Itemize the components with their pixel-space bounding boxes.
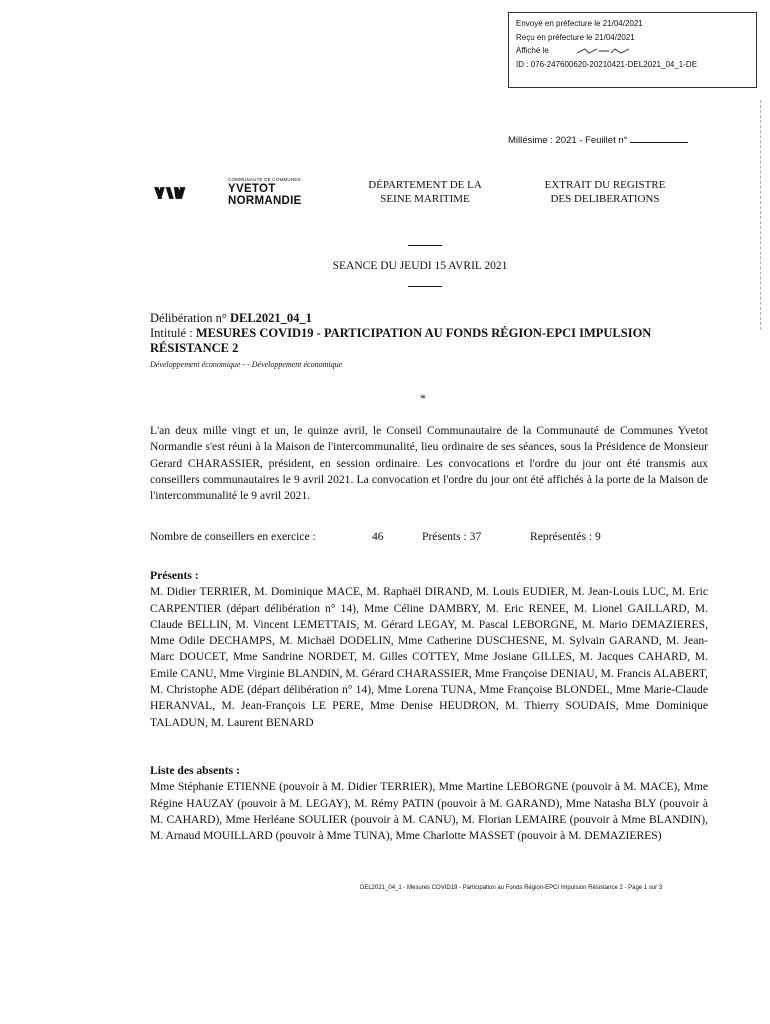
- seance-rule-bottom: [408, 286, 442, 287]
- prefecture-stamp: [508, 12, 757, 88]
- stamp-affiche-label: Affiché le: [516, 46, 549, 55]
- logo-line1: YVETOT: [228, 183, 276, 195]
- extrait-line2: DES DELIBERATIONS: [550, 193, 660, 205]
- millesime-label: Millésime : 2021 - Feuillet n°: [508, 135, 628, 146]
- logo-small-text: COMMUNAUTÉ DE COMMUNES: [228, 177, 301, 182]
- departement-line2: SEINE MARITIME: [380, 193, 470, 205]
- departement-header: [340, 178, 510, 206]
- intitule-line: [150, 326, 710, 356]
- presents-list: M. Didier TERRIER, M. Dominique MACE, M. Raphaël DIRAND, M. Louis EUDIER, M. Jean-Louis LUC, M. Eric CARPENTIER (départ délibération n° 14), Mme Céline DAMBRY, M. Eric RENEE, M. Lionel GAILLARD, M. Claude BELLIN, M. Vincent LEMETTAIS, M. Gérard LEGAY, M. Pascal LEBORGNE, M. Mario DEMAZIERES, Mme Odile DECHAMPS, M. Michaël DODELIN, Mme Catherine DUSCHESNE, M. Sylvain GARAND, M. Jean-Marc DOUCET, Mme Sandrine NORDET, M. Gilles COTTEY, Mme Josiane GILLES, M. Jacques CAHARD, M. Emile CANU, Mme Virginie BLANDIN, M. Gérard CHARASSIER, Mme Françoise DENIAU, M. Francis ALABERT, M. Christophe ADE (départ délibération n° 14), Mme Lorena TUNA, Mme Françoise BLONDEL, Mme Marie-Claude HERANVAL, M. Jean-François LE PERE, Mme Denise HEUDRON, M. Thierry SOUDAIS, Mme Dominique TALADUN, M. Laurent BENARD: [150, 585, 708, 729]
- extrait-line1: EXTRAIT DU REGISTRE: [544, 179, 666, 191]
- stamp-affiche: [516, 44, 756, 58]
- logo-line2: NORMANDIE: [228, 194, 302, 207]
- separator-star: *: [420, 391, 426, 405]
- deliberation-number-line: [150, 311, 710, 326]
- absents-title: Liste des absents :: [150, 764, 240, 777]
- seance-rule-top: [408, 245, 442, 246]
- deliberation-label: Délibération n°: [150, 311, 230, 325]
- absents-list: Mme Stéphanie ETIENNE (pouvoir à M. Didier TERRIER), Mme Martine LEBORGNE (pouvoir à M. MACE), Mme Régine HAUZAY (pouvoir à M. LEGAY), M. Rémy PATIN (pouvoir à M. GARAND), Mme Natasha BLY (pouvoir à M. CAHARD), Mme Herléane SOULIER (pouvoir à M. CANU), M. Florian LEMAIRE (pouvoir à Mme BLANDIN), M. Arnaud MOUILLARD (pouvoir à Mme TUNA), Mme Charlotte MASSET (pouvoir à M. DEMAZIERES): [150, 780, 708, 843]
- preambule-paragraph: L'an deux mille vingt et un, le quinze avril, le Conseil Communautaire de la Communauté de Communes Yvetot Normandie s'est réuni à la Maison de l'intercommunalité, lieu ordinaire de ses séances, sous la Présidence de Monsieur Gerard CHARASSIER, président, en session ordinaire. Les convocations et l'ordre du jour ont été transmis aux conseillers communautaires le 9 avril 2021. La convocation et l'ordre du jour ont été affichés à la porte de la Maison de l'intercommunalité le 9 avril 2021.: [150, 424, 708, 503]
- stamp-recu: Reçu en préfecture le 21/04/2021: [516, 32, 635, 42]
- yvetot-logo-icon: [154, 178, 226, 208]
- departement-line1: DÉPARTEMENT DE LA: [368, 179, 482, 191]
- extrait-header: [520, 178, 690, 206]
- logo-name: [228, 184, 302, 207]
- exercice-value: 46: [372, 530, 384, 543]
- presents-section: [150, 568, 708, 731]
- feuillet-blank: [630, 133, 688, 143]
- stamp-envoye: Envoyé en préfecture le 21/04/2021: [516, 19, 643, 28]
- presents-count: Présents : 37: [422, 530, 482, 543]
- stamp-signature-icon: [575, 47, 635, 55]
- intitule-text: MESURES COVID19 - PARTICIPATION AU FONDS RÉGION-EPCI IMPULSION RÉSISTANCE 2: [150, 326, 652, 355]
- deliberation-heading: [150, 311, 710, 356]
- millesime: [508, 133, 688, 146]
- page-footer: DEL2021_04_1 - Mesures COVID19 - Participation au Fonds Région-EPCI Impulsion Résistance 2 - Page 1 sur 3: [360, 885, 663, 891]
- presents-title: Présents :: [150, 569, 199, 582]
- representes-count: Représentés : 9: [530, 530, 601, 543]
- intitule-label: Intitulé :: [150, 326, 196, 340]
- exercice-label: Nombre de conseillers en exercice :: [150, 530, 316, 543]
- deliberation-number: DEL2021_04_1: [229, 311, 312, 325]
- deliberation-domaine: Développement économique - - Développement économique: [150, 360, 343, 369]
- absents-section: [150, 763, 708, 844]
- margin-marks: [760, 100, 763, 330]
- seance-title: SEANCE DU JEUDI 15 AVRIL 2021: [332, 260, 508, 272]
- stamp-id: ID : 076-247600620-20210421-DEL2021_04_1-DE: [516, 59, 698, 69]
